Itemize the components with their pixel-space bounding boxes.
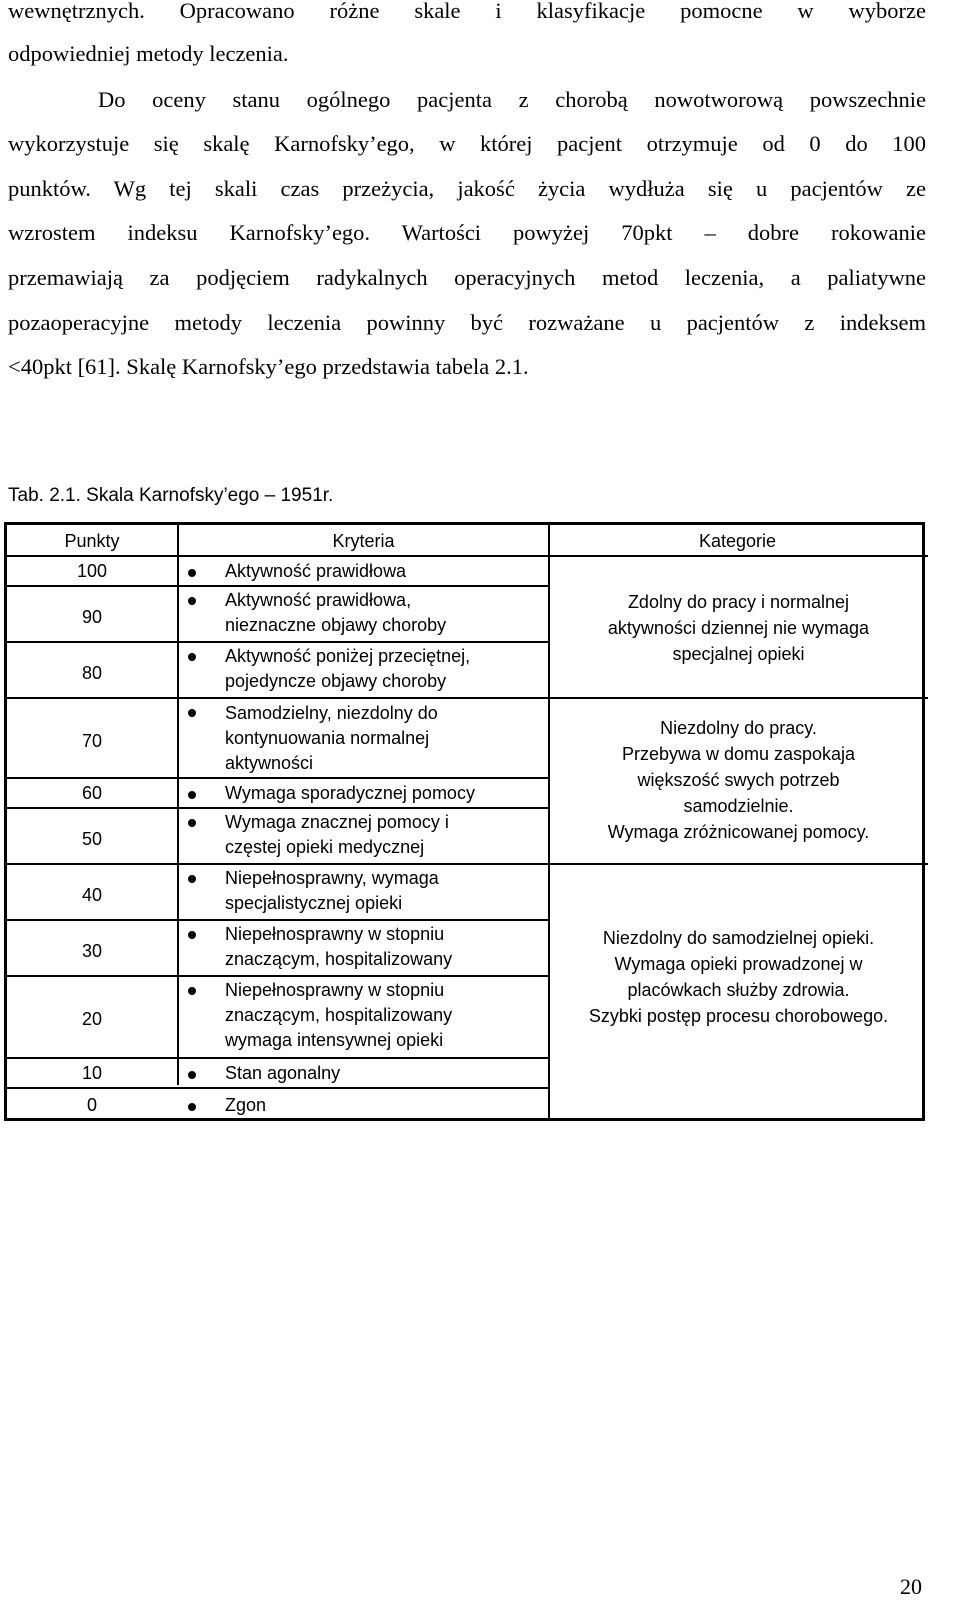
points-cell: 0 bbox=[86, 1095, 97, 1115]
header-criteria: Kryteria bbox=[332, 531, 395, 551]
points-cell: 70 bbox=[81, 731, 103, 751]
table-caption: Tab. 2.1. Skala Karnofsky’ego – 1951r. bbox=[8, 485, 334, 506]
points-cell: 60 bbox=[81, 783, 103, 803]
row-divider bbox=[548, 697, 928, 699]
category-cell: Niezdolny do samodzielnej opieki. Wymaga opieki prowadzonej w placówkach służby zdrowia. Szybki postęp procesu chorobowego. bbox=[588, 928, 889, 1026]
paragraph-line: przemawiają za podjęciem radykalnych operacyjnych metod leczenia, a paliatywne bbox=[8, 265, 926, 290]
points-cell: 30 bbox=[81, 941, 103, 961]
criteria-cell: Niepełnosprawny, wymaga specjalistycznej opieki bbox=[225, 868, 439, 913]
paragraph-line: wykorzystuje się skalę Karnofsky’ego, w której pacjent otrzymuje od 0 do 100 bbox=[8, 131, 926, 156]
row-divider bbox=[7, 697, 548, 699]
criteria-cell: Stan agonalny bbox=[225, 1063, 341, 1083]
bullet-icon bbox=[188, 597, 196, 605]
row-divider bbox=[7, 1087, 548, 1089]
row-divider bbox=[7, 919, 548, 921]
points-cell: 40 bbox=[81, 885, 103, 905]
bullet-icon bbox=[188, 875, 196, 883]
column-divider bbox=[548, 525, 550, 1118]
paragraph-line: wewnętrznych. Opracowano różne skale i klasyfikacje pomocne w wyborze bbox=[8, 0, 926, 23]
row-divider bbox=[7, 1057, 548, 1059]
paragraph-line: pozaoperacyjne metody leczenia powinny być rozważane u pacjentów z indeksem bbox=[8, 310, 926, 335]
criteria-cell: Wymaga sporadycznej pomocy bbox=[225, 783, 475, 803]
karnofsky-table bbox=[4, 522, 925, 1121]
column-divider bbox=[177, 525, 179, 1085]
points-cell: 80 bbox=[81, 663, 103, 683]
row-divider bbox=[7, 777, 548, 779]
paragraph-line: Do oceny stanu ogólnego pacjenta z chorobą nowotworową powszechnie bbox=[98, 87, 926, 112]
points-cell: 50 bbox=[81, 829, 103, 849]
row-divider bbox=[7, 585, 548, 587]
paragraph-line: <40pkt [61]. Skalę Karnofsky’ego przedstawia tabela 2.1. bbox=[8, 354, 529, 379]
bullet-icon bbox=[188, 819, 196, 827]
header-points: Punkty bbox=[64, 531, 120, 551]
points-cell: 20 bbox=[81, 1009, 103, 1029]
row-divider bbox=[548, 863, 928, 865]
bullet-icon bbox=[188, 1071, 196, 1079]
criteria-cell: Niepełnosprawny w stopniu znaczącym, hospitalizowany wymaga intensywnej opieki bbox=[225, 980, 453, 1050]
bullet-icon bbox=[188, 987, 196, 995]
category-cell: Zdolny do pracy i normalnej aktywności dziennej nie wymaga specjalnej opieki bbox=[607, 592, 870, 664]
criteria-cell: Zgon bbox=[225, 1095, 267, 1115]
criteria-cell: Aktywność prawidłowa, nieznaczne objawy choroby bbox=[225, 590, 447, 635]
row-divider bbox=[7, 555, 548, 557]
bullet-icon bbox=[188, 569, 196, 577]
bullet-icon bbox=[188, 1103, 196, 1111]
row-divider bbox=[7, 975, 548, 977]
bullet-icon bbox=[188, 791, 196, 799]
criteria-cell: Aktywność poniżej przeciętnej, pojedyncze objawy choroby bbox=[225, 646, 471, 691]
header-categories: Kategorie bbox=[698, 531, 777, 551]
criteria-cell: Wymaga znacznej pomocy i częstej opieki medycznej bbox=[225, 812, 449, 857]
row-divider bbox=[548, 555, 928, 557]
paragraph-line: punktów. Wg tej skali czas przeżycia, jakość życia wydłuża się u pacjentów ze bbox=[8, 176, 926, 201]
row-divider bbox=[7, 863, 548, 865]
points-cell: 100 bbox=[76, 561, 108, 581]
paragraph-line: odpowiedniej metody leczenia. bbox=[8, 41, 289, 66]
points-cell: 90 bbox=[81, 607, 103, 627]
page-number: 20 bbox=[900, 1574, 922, 1599]
row-divider bbox=[7, 641, 548, 643]
criteria-cell: Aktywność prawidłowa bbox=[225, 561, 407, 581]
row-divider bbox=[7, 807, 548, 809]
bullet-icon bbox=[188, 653, 196, 661]
criteria-cell: Samodzielny, niezdolny do kontynuowania normalnej aktywności bbox=[225, 703, 438, 773]
bullet-icon bbox=[188, 709, 196, 717]
category-cell: Niezdolny do pracy. Przebywa w domu zaspokaja większość swych potrzeb samodzielnie. Wymaga zróżnicowanej pomocy. bbox=[607, 718, 870, 842]
paragraph-line: wzrostem indeksu Karnofsky’ego. Wartości powyżej 70pkt – dobre rokowanie bbox=[8, 220, 926, 245]
criteria-cell: Niepełnosprawny w stopniu znaczącym, hospitalizowany bbox=[225, 924, 453, 969]
points-cell: 10 bbox=[81, 1063, 103, 1083]
bullet-icon bbox=[188, 931, 196, 939]
